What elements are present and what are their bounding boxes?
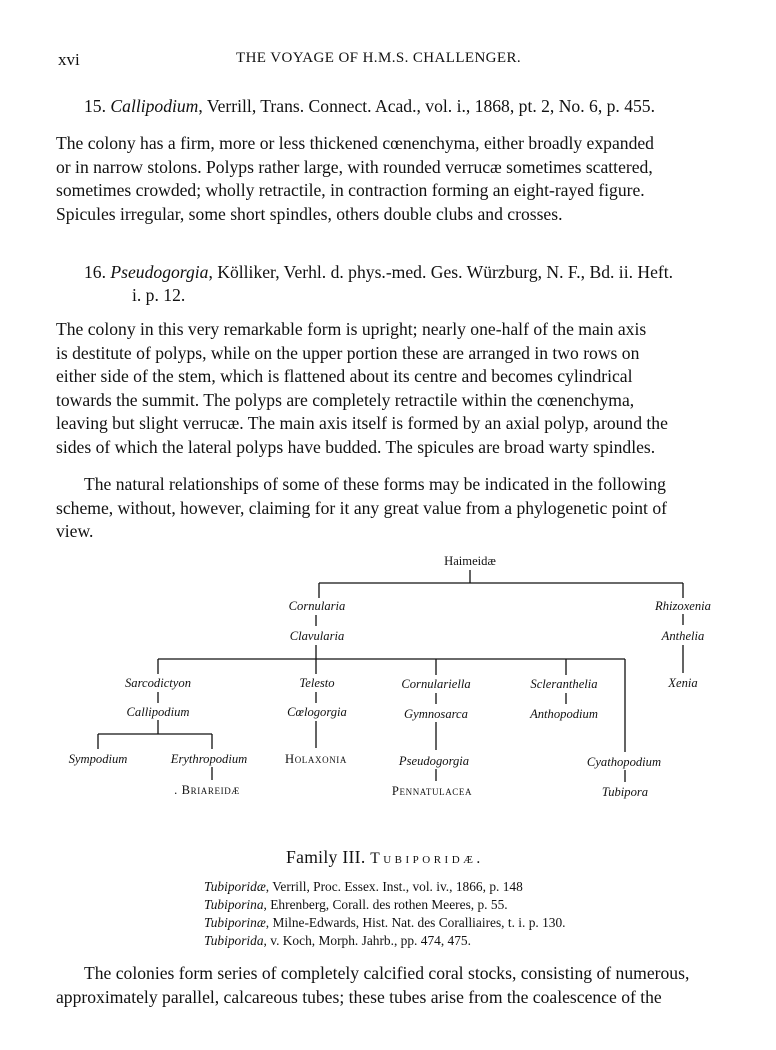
node-telesto: Telesto — [299, 676, 335, 690]
page-number: xvi — [58, 50, 80, 69]
genus-name: Callipodium — [110, 96, 199, 116]
genus-name: Pseudogorgia — [110, 262, 209, 282]
node-anthelia: Anthelia — [661, 629, 705, 643]
node-tubipora: Tubipora — [601, 785, 649, 799]
text-line: leaving but slight verrucæ. The main axis itself is formed by an axial polyp, around the — [56, 413, 668, 433]
node-rhizoxenia: Rhizoxenia — [655, 599, 711, 613]
node-anthopodium: Anthopodium — [530, 707, 598, 721]
synonym-line: Tubiporida, v. Koch, Morph. Jahrb., pp. 474, 475. — [204, 933, 471, 948]
family-prefix: Family III. — [286, 847, 366, 867]
text-line: view. — [56, 521, 94, 541]
node-cyathopodium: Cyathopodium — [586, 755, 662, 769]
node-xenia: Xenia — [668, 676, 698, 690]
text-line: The colony in this very remarkable form is upright; nearly one-half of the main axis — [56, 319, 647, 339]
text-line: either side of the stem, which is flattened about its centre and becomes cylindrical — [56, 366, 633, 386]
family-heading — [286, 847, 484, 868]
synonym-line: Tubiporinæ, Milne-Edwards, Hist. Nat. des Coralliaires, t. i. p. 130. — [204, 915, 566, 930]
citation: , Kölliker, Verhl. d. phys.-med. Ges. Würzburg, N. F., Bd. ii. Heft. — [208, 262, 674, 282]
text-line: or in narrow stolons. Polyps rather large, with rounded verrucæ sometimes scattered, — [56, 156, 653, 177]
node-briareidae: . Briareidæ — [174, 783, 240, 797]
text-line: towards the summit. The polyps are completely retractile within the cœnenchyma, — [56, 389, 635, 410]
text-line: sometimes crowded; wholly retractile, in contraction forming an eight-rayed figure. — [56, 180, 645, 200]
text-line: is destitute of polyps, while on the upper portion these are arranged in two rows on — [56, 342, 640, 363]
synonym-line: Tubiporina, Ehrenberg, Corall. des rothen Meeres, p. 55. — [204, 897, 508, 912]
family-name: Tubiporidæ. — [370, 850, 484, 867]
closing-paragraph — [56, 962, 722, 1009]
node-callipodium: Callipodium — [126, 705, 190, 719]
text-line: scheme, without, however, claiming for it any great value from a phylogenetic point of — [56, 497, 667, 518]
synonym-line: Tubiporidæ, Verrill, Proc. Essex. Inst., vol. iv., 1866, p. 148 — [204, 879, 523, 894]
node-holaxonia: Holaxonia — [285, 752, 347, 766]
node-erythropodium: Erythropodium — [170, 752, 248, 766]
entry-number: 15. — [84, 96, 106, 116]
citation: , Verrill, Trans. Connect. Acad., vol. i., 1868, pt. 2, No. 6, p. 455. — [198, 96, 656, 116]
text-line: approximately parallel, calcareous tubes; these tubes arise from the coalescence of the — [56, 986, 662, 1007]
node-coelogorgia: Cœlogorgia — [287, 705, 347, 719]
running-title: THE VOYAGE OF H.M.S. CHALLENGER. — [236, 50, 522, 66]
node-clavularia: Clavularia — [289, 629, 345, 643]
node-gymnosarca: Gymnosarca — [404, 707, 468, 721]
node-pseudogorgia: Pseudogorgia — [398, 754, 470, 768]
node-haimeidae: Haimeidæ — [444, 554, 496, 568]
citation-continued: i. p. 12. — [132, 285, 186, 305]
text-line: The colony has a firm, more or less thickened cœnenchyma, either broadly expanded — [56, 133, 654, 153]
node-cornularia: Cornularia — [288, 599, 346, 613]
node-sympodium: Sympodium — [68, 752, 128, 766]
node-cornulariella: Cornulariella — [401, 677, 471, 691]
text-line: sides of which the lateral polyps have budded. The spicules are broad warty spindles. — [56, 436, 656, 457]
entry-number: 16. — [84, 262, 106, 282]
text-line: The colonies form series of completely calcified coral stocks, consisting of numerous, — [84, 963, 690, 983]
text-line: Spicules irregular, some short spindles, others double clubs and crosses. — [56, 203, 563, 224]
node-pennatulacea: Pennatulacea — [391, 784, 473, 798]
text-line: The natural relationships of some of these forms may be indicated in the following — [84, 474, 666, 494]
node-sarcodictyon: Sarcodictyon — [125, 676, 191, 690]
node-scleranthelia: Scleranthelia — [530, 677, 598, 691]
